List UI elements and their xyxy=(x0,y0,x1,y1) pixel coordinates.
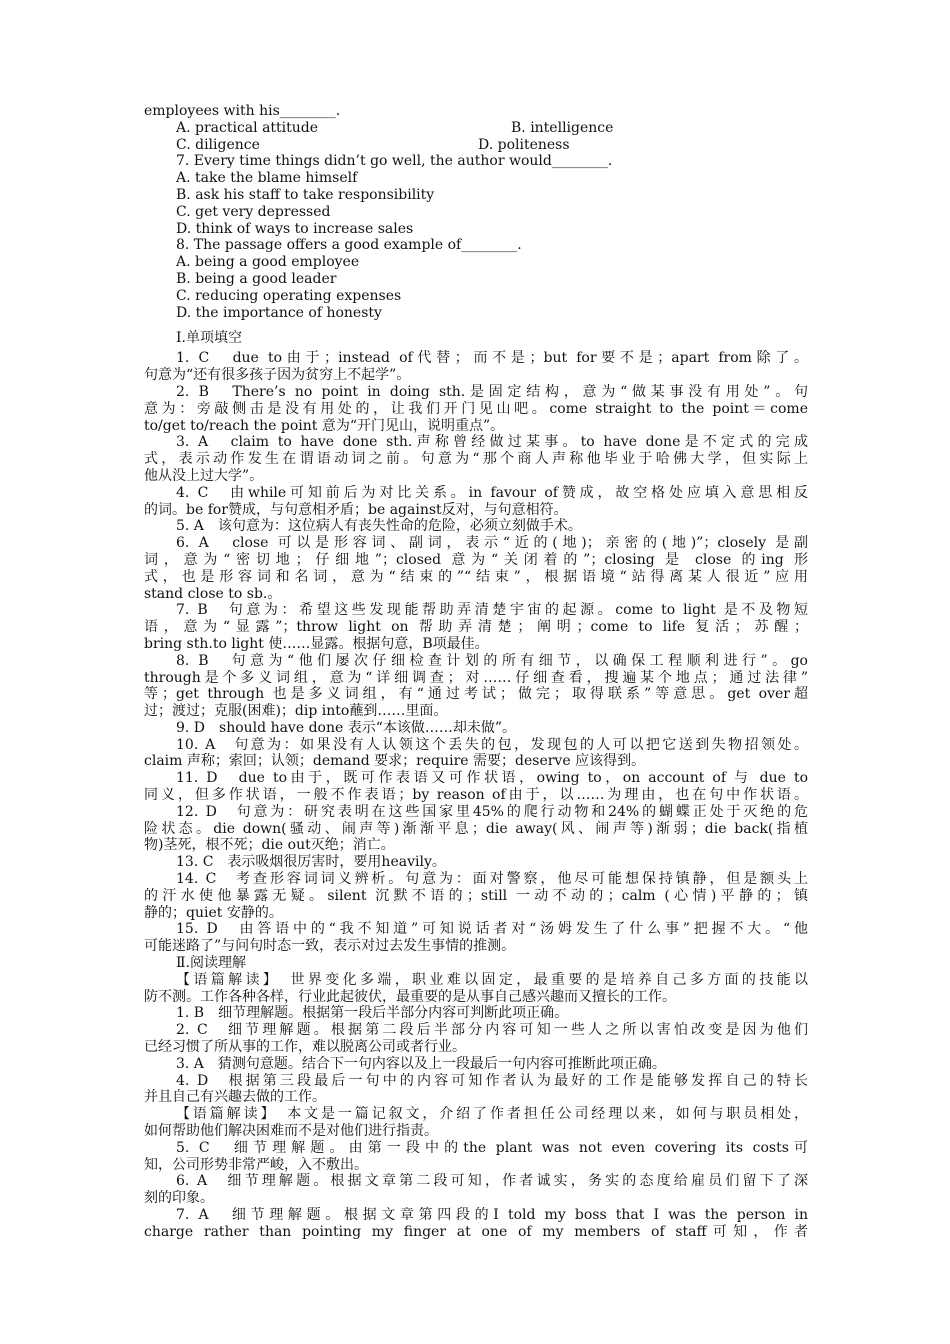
answer-line: 5. C 细节理解题。由第一段中的the plant was not even covering its costs可 xyxy=(176,1139,808,1156)
answer-line: 句意为“还有很多孩子因为贫穷上不起学”。 xyxy=(144,367,411,384)
answer-line: 式，表示动作发生在谓语动词之前。句意为“那个商人声称他毕业于哈佛大学，但实际上 xyxy=(144,451,808,468)
answer-line: 式，也是形容词和名词，意为“结束的”“结束”，根据语境“站得离某人很近”应用 xyxy=(144,568,808,585)
document-body xyxy=(144,103,808,1241)
question-7-option-a: A. take the blame himself xyxy=(176,170,358,187)
answer-line: 3. A 猜测句意题。结合下一句内容以及上一段最后一句内容可推断此项正确。 xyxy=(176,1055,666,1072)
answer-line: 他从没上过大学”。 xyxy=(144,467,264,484)
answer-line: 【语篇解读】 世界变化多端，职业难以固定，最重要的是培养自己多方面的技能以 xyxy=(176,971,808,988)
question-6-options-row-2 xyxy=(144,137,808,154)
answer-line: 如何帮助他们解决困难而不是对他们进行指责。 xyxy=(144,1123,438,1140)
answer-line: 14. C 考查形容词词义辨析。句意为：面对警察，他尽可能想保持镇静，但是额头上 xyxy=(176,871,808,888)
question-8-stem: 8. The passage offers a good example of________. xyxy=(176,237,522,254)
option-text: A. practical attitude xyxy=(176,119,319,136)
answer-line: through是个多义词组，意为“详细调查；对……仔细查看，搜遍某个地点；通过法律” xyxy=(144,669,808,686)
answer-line: 6. A close 可以是形容词、副词，表示“近的(地)；亲密的(地)”；closely 是副 xyxy=(176,535,808,552)
question-7-stem: 7. Every time things didn’t go well, the author would________. xyxy=(176,153,613,170)
question-7-option-d: D. think of ways to increase sales xyxy=(176,220,414,237)
answer-line: charge rather than pointing my finger at one of my members of staff可知，作者 xyxy=(144,1223,808,1240)
answer-line: 过；渡过；克服(困难)；dip into蘸到……里面。 xyxy=(144,703,448,720)
answer-line: claim 声称；索回；认领；demand 要求；require 需要；deserve 应该得到。 xyxy=(144,753,646,770)
answer-line: 意为：旁敲侧击是没有用处的，让我们开门见山吧。come straight to the point＝come xyxy=(144,400,808,417)
answer-line: 1. B 细节理解题。根据第一段后半部分内容可判断此项正确。 xyxy=(176,1005,569,1022)
answer-line: 【语篇解读】 本文是一篇记叙文，介绍了作者担任公司经理以来，如何与职员相处， xyxy=(176,1106,808,1123)
answer-line: 的词。be for赞成，与句意相矛盾；be against反对，与句意相符。 xyxy=(144,501,568,518)
question-8-option-d: D. the importance of honesty xyxy=(176,304,382,321)
answer-line: 险状态。die down(骚动、闹声等)渐渐平息；die away(风、闹声等)渐弱；die back(指植 xyxy=(144,820,808,837)
answer-line: 7. A 细节理解题。根据文章第四段的I told my boss that I was the person in xyxy=(176,1207,808,1223)
answer-line: 4. C 由while可知前后为对比关系。in favour of赞成，故空格处应填入意思相反 xyxy=(176,484,808,501)
answer-line: 语，意为“显露”；throw light on 帮助弄清楚；阐明；come to life 复活；苏醒； xyxy=(144,619,808,636)
answer-line: 6. A 细节理解题。根据文章第二段可知，作者诚实，务实的态度给雇员们留下了深 xyxy=(176,1173,808,1190)
answer-line: 2. C 细节理解题。根据第二段后半部分内容可知一些人之所以害怕改变是因为他们 xyxy=(176,1022,808,1039)
answer-line: 刻的印象。 xyxy=(144,1190,214,1207)
answer-line: 4. D 根据第三段最后一句中的内容可知作者认为最好的工作是能够发挥自己的特长 xyxy=(176,1072,808,1089)
option-text: D. politeness xyxy=(478,136,570,153)
answer-line: 5. A 该句意为：这位病人有丧失性命的危险，必须立刻做手术。 xyxy=(176,518,582,535)
answer-line: 9. D should have done 表示“本该做……却未做”。 xyxy=(176,719,517,736)
answer-line: bring sth.to light 使……显露。根据句意，B项最佳。 xyxy=(144,635,489,652)
answer-line: 等；get through 也是多义词组，有“通过考试；做完；取得联系”等意思。get over超 xyxy=(144,686,808,703)
answer-line: 2. B There’s no point in doing sth.是固定结构，意为“做某事没有用处”。句 xyxy=(176,383,808,400)
answer-line: 11. D due to由于，既可作表语又可作状语，owing to，on account of 与 due to xyxy=(176,770,808,787)
answer-line: 的汗水使他暴露无疑。silent 沉默不语的；still 一动不动的；calm (心情)平静的；镇 xyxy=(144,887,808,904)
answer-line: 防不测。工作各种各样，行业此起彼伏，最重要的是从事自己感兴趣而又擅长的工作。 xyxy=(144,988,676,1005)
question-6-stem-end: employees with his________. xyxy=(144,103,341,119)
answer-line: 10. A 句意为：如果没有人认领这个丢失的包，发现包的人可以把它送到失物招领处。 xyxy=(176,736,808,753)
question-6-options-row-1 xyxy=(144,120,808,137)
answer-line: 同义，但多作状语，一般不作表语；by reason of由于，以……为理由，也在句中作状语。 xyxy=(144,787,808,804)
answer-line: 1. C due to由于；instead of代替；而不是；but for要不是；apart from除了。 xyxy=(176,350,808,367)
answer-line: 可能迷路了”与问句时态一致，表示对过去发生事情的推测。 xyxy=(144,938,516,955)
answer-line: 13. C 表示吸烟很厉害时，要用heavily。 xyxy=(176,854,446,871)
answer-line: 3. A claim to have done sth.声称曾经做过某事。to have done是不定式的完成 xyxy=(176,434,808,451)
answer-line: 7. B 句意为：希望这些发现能帮助弄清楚宇宙的起源。come to light 是不及物短 xyxy=(176,602,808,619)
section-heading-single-choice: Ⅰ.单项填空 xyxy=(176,330,242,347)
question-8-option-c: C. reducing operating expenses xyxy=(176,287,402,304)
answer-line: 知，公司形势非常严峻，入不敷出。 xyxy=(144,1156,368,1173)
option-text: B. intelligence xyxy=(511,119,614,136)
answer-line: 8. B 句意为“他们屡次仔细检查计划的所有细节，以确保工程顺利进行”。go xyxy=(176,652,808,669)
answer-line: 并且自己有兴趣去做的工作。 xyxy=(144,1089,326,1106)
answer-line: 物)茎死，根不死；die out灭绝；消亡。 xyxy=(144,837,395,854)
question-7-option-b: B. ask his staff to take responsibility xyxy=(176,186,435,203)
question-8-option-a: A. being a good employee xyxy=(176,254,360,271)
section-heading-reading: Ⅱ.阅读理解 xyxy=(176,955,246,972)
answer-line: 词，意为“密切地；仔细地”；closed 意为“关闭着的”；closing 是 close 的ing 形 xyxy=(144,551,808,568)
answer-line: 12. D 句意为：研究表明在这些国家里45%的爬行动物和24%的蝴蝶正处于灭绝的危 xyxy=(176,803,808,820)
answer-line: 15. D 由答语中的“我不知道”可知说话者对“汤姆发生了什么事”把握不大。“他 xyxy=(176,921,808,938)
answer-line: 已经习惯了所从事的工作，难以脱离公司或者行业。 xyxy=(144,1039,466,1056)
answer-line: to/get to/reach the point 意为“开门见山，说明重点”。 xyxy=(144,417,505,434)
question-8-option-b: B. being a good leader xyxy=(176,270,337,287)
question-7-option-c: C. get very depressed xyxy=(176,203,331,220)
option-text: C. diligence xyxy=(176,136,260,153)
answer-line: 静的；quiet 安静的。 xyxy=(144,904,283,921)
answer-line: stand close to sb.。 xyxy=(144,585,282,602)
